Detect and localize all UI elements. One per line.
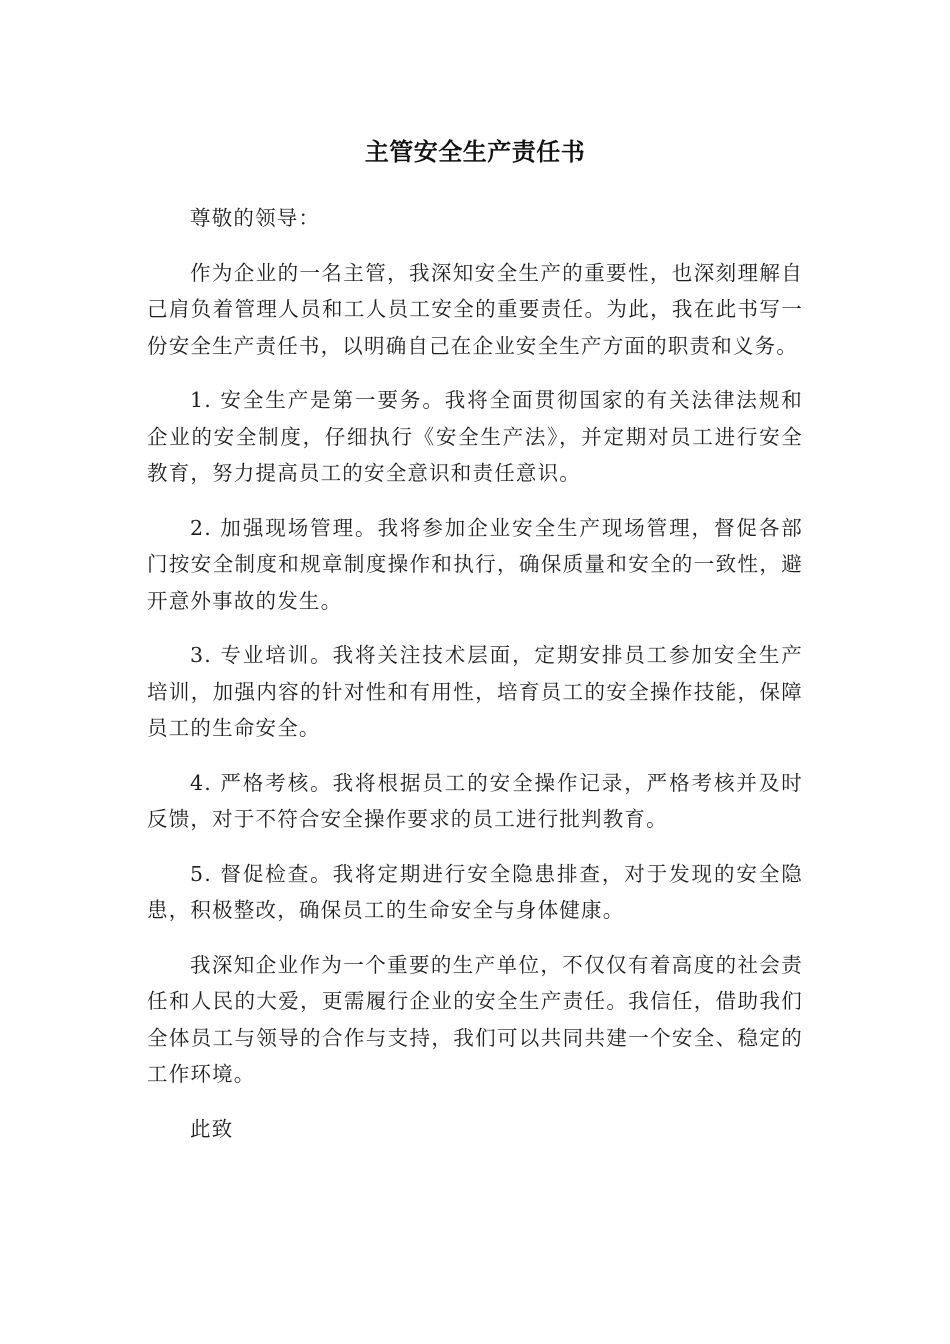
document-body — [147, 200, 803, 1165]
closing: 此致 — [190, 1116, 234, 1141]
paragraph-intro: 作为企业的一名主管，我深知安全生产的重要性，也深刻理解自己肩负着管理人员和工人员工安全的重要责任。为此，我在此书写一份安全生产责任书，以明确自己在企业安全生产方面的职责和义务。 — [147, 260, 803, 358]
salutation: 尊敬的领导： — [190, 206, 321, 230]
paragraph-conclusion: 我深知企业作为一个重要的生产单位，不仅仅有着高度的社会责任和人民的大爱，更需履行企业的安全生产责任。我信任，借助我们全体员工与领导的合作与支持，我们可以共同共建一个安全、稳定的工作环境。 — [147, 952, 803, 1086]
paragraph-item-5: 5. 督促检查。我将定期进行安全隐患排查，对于发现的安全隐患，积极整改，确保员工的生命安全与身体健康。 — [147, 861, 803, 922]
paragraph-item-1: 1. 安全生产是第一要务。我将全面贯彻国家的有关法律法规和企业的安全制度，仔细执行《安全生产法》，并定期对员工进行安全教育，努力提高员工的安全意识和责任意识。 — [147, 388, 803, 485]
document-title: 主管安全生产责任书 — [364, 138, 586, 166]
paragraph-item-4: 4. 严格考核。我将根据员工的安全操作记录，严格考核并及时反馈，对于不符合安全操作要求的员工进行批判教育。 — [147, 770, 803, 831]
paragraph-item-3: 3. 专业培训。我将关注技术层面，定期安排员工参加安全生产培训，加强内容的针对性和有用性，培育员工的安全操作技能，保障员工的生命安全。 — [147, 643, 803, 740]
paragraph-item-2: 2. 加强现场管理。我将参加企业安全生产现场管理，督促各部门按安全制度和规章制度操作和执行，确保质量和安全的一致性，避开意外事故的发生。 — [147, 515, 803, 613]
